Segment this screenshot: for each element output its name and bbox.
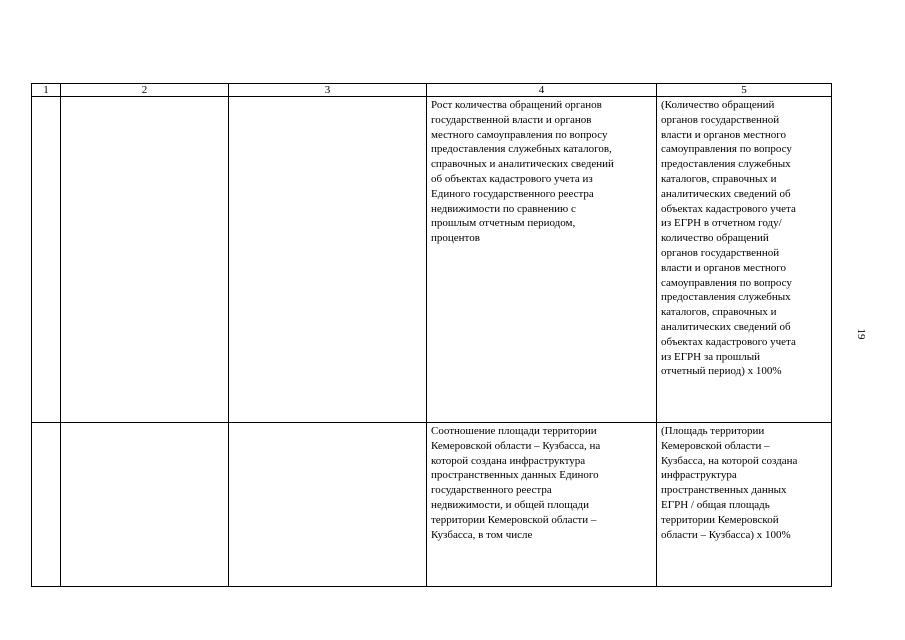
table-cell-indicator [427, 97, 657, 423]
cell-text [32, 97, 60, 98]
cell-text [61, 97, 228, 98]
cell-text [229, 423, 426, 424]
table-cell-col2 [61, 423, 229, 587]
indicator-name: Рост количества обращений органов государственной власти и органов местного самоуправления по вопросу предоставления служебных каталогов, справочных и аналитических сведений об объектах кадастрового учета из Единого государственного реестра недвижимости по сравнению с прошлым отчетным периодом, процентов [431, 99, 614, 245]
table-cell-col1 [32, 97, 61, 423]
table-row [32, 97, 832, 423]
column-number-2: 2 [61, 84, 229, 97]
indicator-formula: (Площадь территории Кемеровской области – Кузбасса, на которой создана инфраструктура пространственных данных ЕГРН / общая площадь территории Кемеровской области – Кузбасса) х 100% [661, 425, 798, 541]
indicator-table [31, 83, 832, 587]
table-cell-col2 [61, 97, 229, 423]
table-cell-formula [657, 97, 832, 423]
table-header-row [32, 84, 832, 97]
table-row [32, 423, 832, 587]
cell-text [32, 423, 60, 424]
indicator-name: Соотношение площади территории Кемеровской области – Кузбасса, на которой создана инфраструктура пространственных данных Единого государственного реестра недвижимости, и общей площади территории Кемеровской области – Кузбасса, в том числе [431, 425, 601, 541]
column-number-5: 5 [657, 84, 832, 97]
table-cell-col3 [229, 97, 427, 423]
cell-text [229, 97, 426, 98]
column-number-1: 1 [32, 84, 61, 97]
page-number: 19 [855, 328, 867, 340]
table-cell-col1 [32, 423, 61, 587]
column-number-3: 3 [229, 84, 427, 97]
table-cell-col3 [229, 423, 427, 587]
table-cell-formula [657, 423, 832, 587]
column-number-4: 4 [427, 84, 657, 97]
cell-text [61, 423, 228, 424]
indicator-formula: (Количество обращений органов государственной власти и органов местного самоуправления по вопросу предоставления служебных каталогов, справочных и аналитических сведений об объектах кадастрового учета из ЕГРН в отчетном году/ количество обращений органов государственной власти и органов местного самоуправления по вопросу предоставления служебных каталогов, справочных и аналитических сведений об объектах кадастрового учета из ЕГРН за прошлый отчетный период) х 100% [661, 99, 796, 378]
table-cell-indicator [427, 423, 657, 587]
